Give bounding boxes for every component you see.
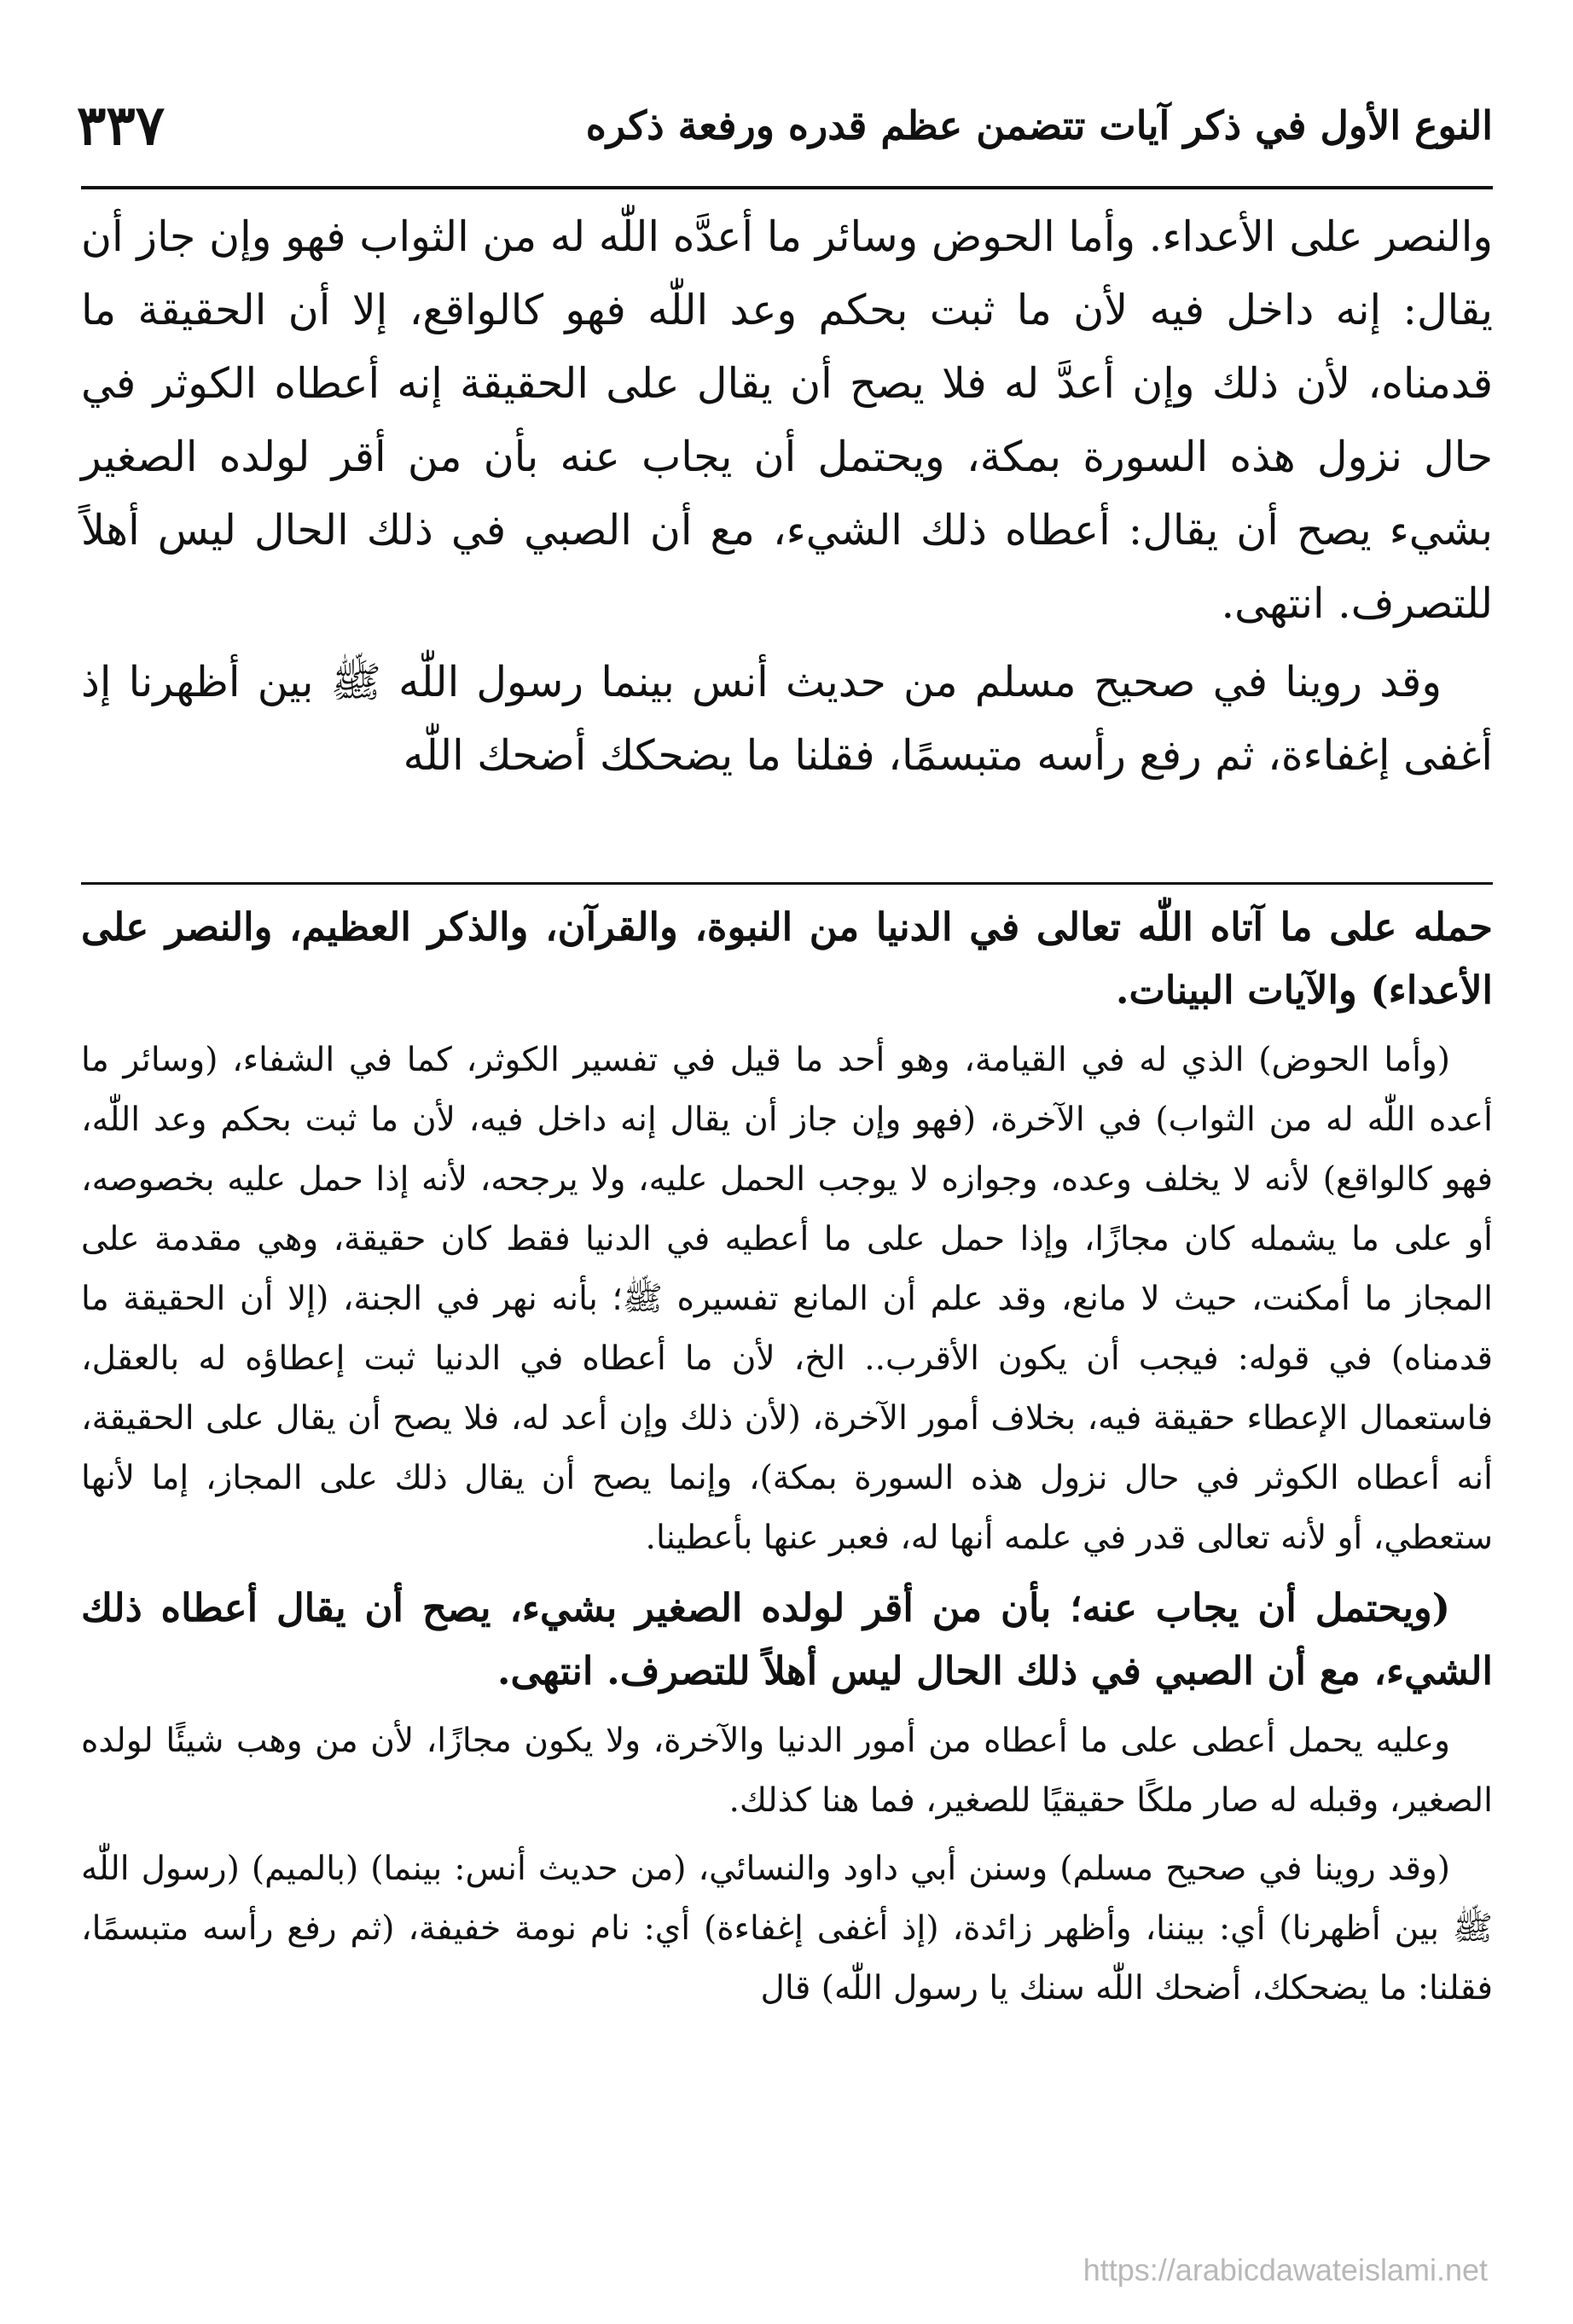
page-header bbox=[77, 94, 1493, 188]
commentary-paragraph: (وأما الحوض) الذي له في القيامة، وهو أحد ما قيل في تفسير الكوثر، كما في الشفاء، (وسائر ما أعده اللّٰه له من الثواب) في الآخرة، (فهو وإن جاز أن يقال إنه داخل فيه، لأن ما ثبت بحكم وعد اللّٰه، فهو كالواقع) لأنه لا يخلف وعده، وجوازه لا يوجب الحمل عليه، ولا يرجحه، لأنه إذا حمل عليه بخصوصه، أو على ما يشمله كان مجازًا، وإذا حمل على ما أعطيه في الدنيا فقط كان حقيقة، وهي مقدمة على المجاز ما أمكنت، حيث لا مانع، وقد علم أن المانع تفسيره ﷺ؛ بأنه نهر في الجنة، (إلا أن الحقيقة ما قدمناه) في قوله: فيجب أن يكون الأقرب.. الخ، لأن ما أعطاه في الدنيا ثبت إعطاؤه له بالعقل، فاستعمال الإعطاء حقيقة فيه، بخلاف أمور الآخرة، (لأن ذلك وإن أعد له، فلا يصح أن يقال على الحقيقة، أنه أعطاه الكوثر في حال نزول هذه السورة بمكة)، وإنما يصح أن يقال ذلك على المجاز، إما لأنها ستعطي، أو لأنه تعالى قدر في علمه أنها له، فعبر عنها بأعطينا. bbox=[81, 1041, 1493, 1557]
commentary-divider bbox=[81, 882, 1493, 885]
watermark: https://arabicdawateislami.net bbox=[1083, 2252, 1488, 2287]
commentary-paragraph: (وقد روينا في صحيح مسلم) وسنن أبي داود والنسائي، (من حديث أنس: بينما) (بالميم) (رسول اللّٰه ﷺ بين أظهرنا) أي: بيننا، وأظهر زائدة، (إذ أغفى إغفاءة) أي: نام نومة خفيفة، (ثم رفع رأسه متبسمًا، فقلنا: ما يضحكك، أضحك اللّٰه سنك يا رسول اللّٰه) قال bbox=[81, 1850, 1493, 2007]
main-text-paragraph: وقد روينا في صحيح مسلم من حديث أنس بينما رسول اللّٰه ﷺ بين أظهرنا إذ أغفى إغفاءة، ثم رفع رأسه متبسمًا، فقلنا ما يضحكك أضحك اللّٰه bbox=[81, 658, 1493, 780]
page-number: ٣٣٧ bbox=[77, 94, 165, 158]
commentary-paragraph: (ويحتمل أن يجاب عنه؛ بأن من أقر لولده الصغير بشيء، يصح أن يقال أعطاه ذلك الشيء، مع أن الصبي في ذلك الحال ليس أهلاً للتصرف. انتهى. bbox=[81, 1585, 1493, 1694]
main-text-paragraph: والنصر على الأعداء. وأما الحوض وسائر ما أعدَّه اللّٰه له من الثواب فهو وإن جاز أن يقال: إنه داخل فيه لأن ما ثبت بحكم وعد اللّٰه فهو كالواقع، إلا أن الحقيقة ما قدمناه، لأن ذلك وإن أعدَّ له فلا يصح أن يقال على الحقيقة إنه أعطاه الكوثر في حال نزول هذه السورة بمكة، ويحتمل أن يجاب عنه بأن من أقر لولده الصغير بشيء يصح أن يقال: أعطاه ذلك الشيء، مع أن الصبي في ذلك الحال ليس أهلاً للتصرف. انتهى. bbox=[81, 212, 1493, 628]
commentary-text bbox=[81, 896, 1493, 2027]
header-rule bbox=[81, 186, 1493, 189]
commentary-paragraph: وعليه يحمل أعطى على ما أعطاه من أمور الدنيا والآخرة، ولا يكون مجازًا، لأن من وهب شيئًا لولده الصغير، وقبله له صار ملكًا حقيقيًا للصغير، فما هنا كذلك. bbox=[81, 1722, 1493, 1820]
running-title: النوع الأول في ذكر آيات تتضمن عظم قدره ورفعة ذكره bbox=[585, 102, 1493, 148]
commentary-paragraph: حمله على ما آتاه اللّٰه تعالى في الدنيا من النبوة، والقرآن، والذكر العظيم، والنصر على الأعداء) والآيات البينات. bbox=[81, 904, 1493, 1013]
main-text bbox=[81, 200, 1493, 793]
